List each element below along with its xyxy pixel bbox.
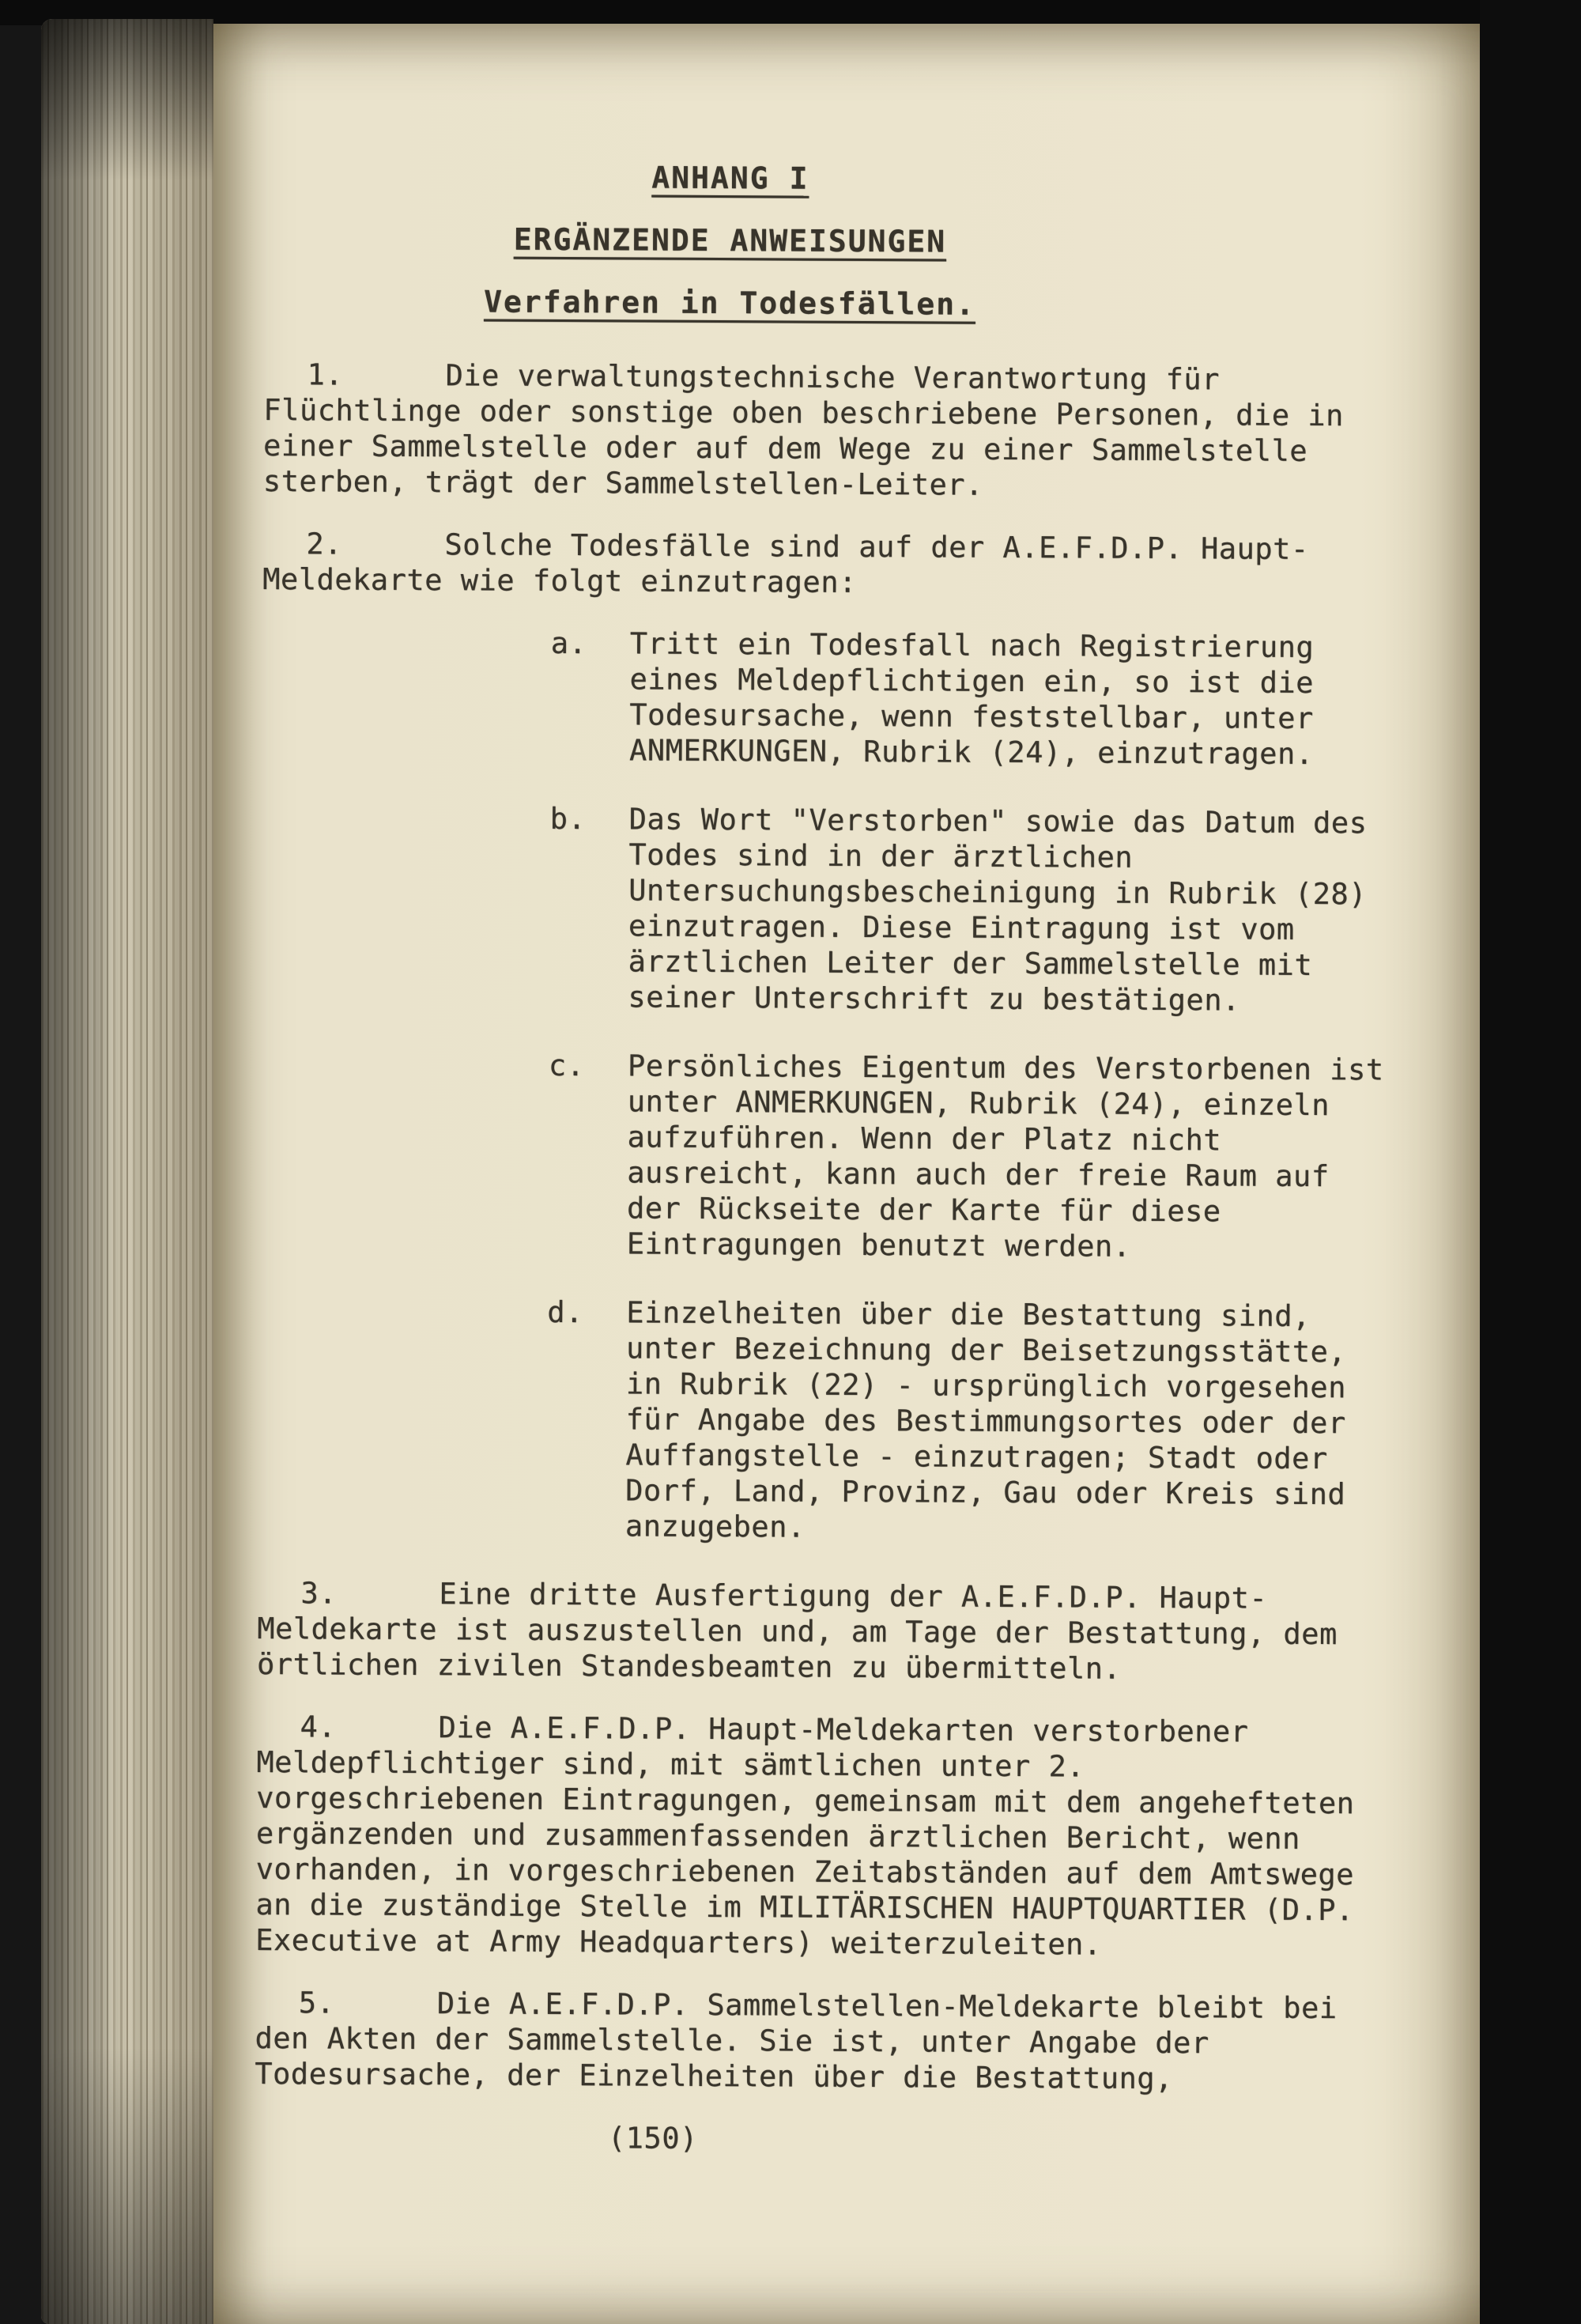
list-item-body: Persönliches Eigentum des Verstorbenen ist unter ANMERKUNGEN, Rubrik (24), einzeln aufzuführen. Wenn der Platz nicht ausreicht, kann auch der freie Raum auf der Rückseite der Karte für diese Eintragungen benutzt werden. [626,1049,1384,1264]
list-item [258,1293,1388,1547]
paragraph-body: Eine dritte Ausfertigung der A.E.F.D.P. Haupt-Meldekarte ist auszustellen und, am Tage der Bestattung, dem örtlichen zivilen Standesbeamten zu übermitteln. [256,1577,1338,1686]
paragraph [262,526,1391,603]
page-content [255,158,1394,2160]
page-edge-stack [41,19,213,2324]
list-item [259,1046,1389,1265]
list-item-body: Das Wort "Verstorben" sowie das Datum des Todes sind in der ärztlichen Untersuchungsbescheinigung in Rubrik (28) einzutragen. Diese Eintragung ist vom ärztlichen Leiter der Sammelstelle mit seiner Unterschrift zu bestätigen. [628,802,1368,1018]
paragraph [263,357,1393,504]
list-item-marker: c. [548,1048,585,1083]
paragraph-marker: 4. [300,1710,337,1744]
list-item-body: Einzelheiten über die Bestattung sind, unter Bezeichnung der Beisetzungsstätte, in Rubrik (22) - ursprünglich vorgesehen für Angabe des Bestimmungsortes oder der Auffangstelle - einzutragen; Stadt oder Dorf, Land, Provinz, Gau oder Kreis sind anzugeben. [624,1295,1347,1544]
paragraph-body: Solche Todesfälle sind auf der A.E.F.D.P. Haupt-Meldekarte wie folgt einzutragen: [262,527,1309,599]
heading-block [264,158,1394,324]
paragraph [257,1575,1387,1687]
paragraph-marker: 1. [307,357,344,392]
list-item-marker: b. [549,801,587,837]
right-black-band [1480,0,1581,2324]
paragraph-body: Die A.E.F.D.P. Sammelstellen-Meldekarte bleibt bei den Akten der Sammelstelle. Sie ist, unter Angabe der Todesursache, der Einzelheiten über die Bestattung, [255,1986,1338,2096]
paragraph-body: Die verwaltungstechnische Verantwortung für Flüchtlinge oder sonstige oben beschriebene Personen, die in einer Sammelstelle oder auf dem Wege zu einer Sammelstelle sterben, trägt der Sammelstellen-Leiter. [262,358,1344,502]
list-item-body: Tritt ein Todesfall nach Registrierung eines Meldepflichtigen ein, so ist die Todesursache, wenn feststellbar, unter ANMERKUNGEN, Rubrik (24), einzutragen. [628,626,1315,771]
list-item [260,799,1390,1018]
paragraph-body: Die A.E.F.D.P. Haupt-Meldekarten verstorbener Meldepflichtiger sind, mit sämtlichen unter 2. vorgeschriebenen Eintragungen, gemeinsam mit dem angehefteten ergänzenden und zusammenfassenden ärztlichen Bericht, wenn vorhanden, in vorgeschriebenen Zeitabständen auf dem Amtswege an die zuständige Stelle im MILITÄRISCHEN HAUPTQUARTIER (D.P. Executive at Army Headquarters) weiterzuleiten. [255,1710,1355,1962]
paragraph [255,1985,1384,2097]
page-number: (150) [607,2121,698,2156]
heading-ergaenzende-anweisungen: ERGÄNZENDE ANWEISUNGEN [513,221,947,259]
paragraph-marker: 2. [306,527,343,561]
paragraph [255,1709,1386,1963]
list-item [262,624,1391,772]
list-item-marker: a. [550,625,587,661]
heading-anhang: ANHANG I [651,160,809,196]
heading-verfahren-in-todesfaellen: Verfahren in Todesfällen. [483,284,976,322]
paragraph-marker: 5. [298,1986,335,2020]
paragraph-marker: 3. [300,1576,338,1611]
list-item-marker: d. [547,1294,584,1330]
